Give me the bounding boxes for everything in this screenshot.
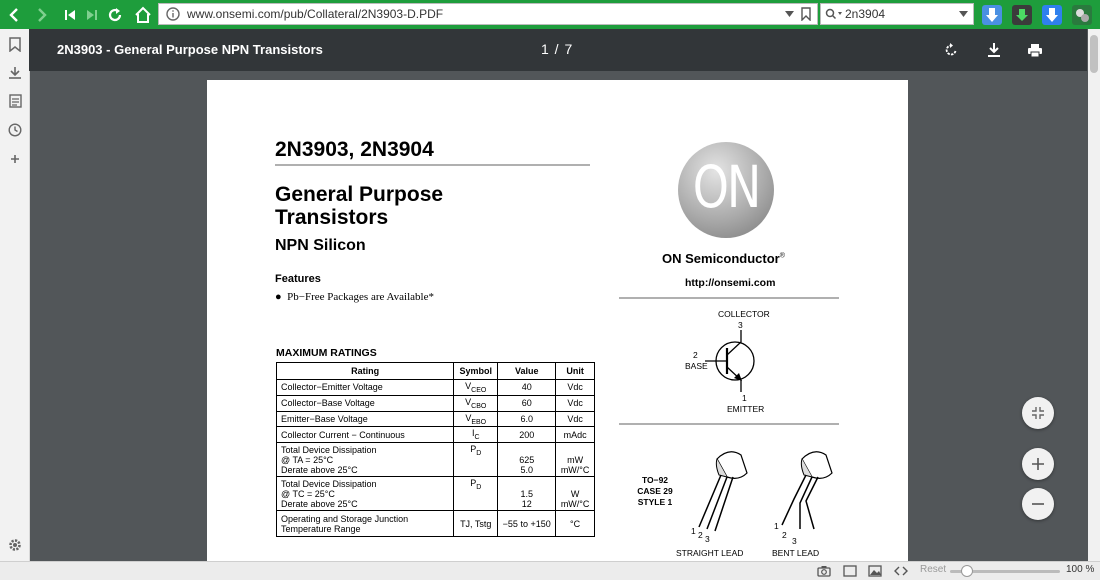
symbol-cell: $I_C$ (454, 427, 498, 443)
code-icon (894, 565, 908, 577)
unit-cell: W mW/°C (556, 477, 595, 511)
emitter-label: EMITTER (727, 404, 765, 414)
symbol-cell: $V_{CEO}$ (454, 380, 498, 396)
symbol-cell: $V_{EBO}$ (454, 411, 498, 427)
arrow-right-icon (35, 7, 49, 23)
download-helper-button[interactable] (1042, 5, 1062, 25)
unit-cell: Vdc (556, 380, 595, 396)
bookmark-icon (9, 37, 21, 52)
feature-item (275, 291, 434, 303)
unit-cell: °C (556, 511, 595, 537)
symbol-cell: TJ, Tstg (454, 511, 498, 537)
table-header: Rating (277, 363, 454, 380)
notes-panel-button[interactable] (7, 93, 23, 109)
table-row (277, 380, 595, 396)
url-text[interactable]: www.onsemi.com/pub/Collateral/2N3903-D.PDF (187, 7, 444, 21)
unit-cell: mW mW/°C (556, 443, 595, 477)
base-label: BASE (685, 361, 708, 371)
divider (619, 423, 839, 425)
rating-cell: Collector−Emitter Voltage (277, 380, 454, 396)
download-icon (987, 42, 1001, 58)
lead-number: 2 (698, 530, 703, 540)
features-heading: Features (275, 273, 321, 285)
divider (275, 164, 590, 166)
notes-icon (9, 94, 22, 108)
lead-number: 3 (792, 536, 797, 546)
collector-pin-number: 3 (738, 320, 743, 330)
value-cell: 1.5 12 (498, 477, 556, 511)
skip-forward-icon (86, 9, 98, 21)
download-arrow-icon (1012, 5, 1032, 25)
table-row (277, 395, 595, 411)
lead-number: 2 (782, 530, 787, 540)
table-row (277, 427, 595, 443)
extension-button[interactable] (1072, 5, 1092, 25)
document-title-line2: Transistors (275, 206, 389, 229)
camera-icon (817, 565, 831, 577)
npn-transistor-symbol (701, 328, 761, 394)
tile-button[interactable] (843, 564, 857, 578)
rating-cell: Emitter−Base Voltage (277, 411, 454, 427)
package-description: TO−92 CASE 29 STYLE 1 (637, 475, 673, 507)
download-button[interactable] (984, 40, 1004, 60)
value-cell: 6.0 (498, 411, 556, 427)
value-cell: 60 (498, 395, 556, 411)
browser-toolbar (0, 0, 1100, 29)
clock-icon (8, 123, 22, 137)
unit-cell: Vdc (556, 395, 595, 411)
bent-lead-label: BENT LEAD (772, 548, 820, 558)
collector-label: COLLECTOR (718, 309, 770, 319)
back-button[interactable] (4, 2, 24, 27)
reload-icon (106, 6, 124, 24)
screenshot-button[interactable] (817, 564, 831, 578)
unit-cell: Vdc (556, 411, 595, 427)
print-button[interactable] (1025, 40, 1045, 60)
address-bar[interactable] (158, 3, 818, 25)
download-icon (8, 66, 22, 80)
part-number-heading: 2N3903, 2N3904 (275, 138, 434, 161)
table-row (277, 411, 595, 427)
status-bar (0, 561, 1100, 580)
download-arrow-icon (982, 5, 1002, 25)
table-header: Symbol (454, 363, 498, 380)
rating-cell: Operating and Storage Junction Temperature Range (277, 511, 454, 537)
search-box[interactable] (820, 3, 974, 25)
lead-number: 1 (774, 521, 779, 531)
value-cell: 40 (498, 380, 556, 396)
plus-icon (1031, 457, 1045, 471)
collapse-icon (1031, 406, 1045, 420)
forward-button[interactable] (32, 2, 52, 27)
base-pin-number: 2 (693, 350, 698, 360)
emitter-pin-number: 1 (742, 393, 747, 403)
rewind-button[interactable] (62, 2, 78, 27)
window-icon (843, 565, 857, 577)
max-ratings-table (276, 362, 595, 537)
document-title-line1: General Purpose (275, 183, 444, 206)
image-icon (868, 565, 882, 577)
rotate-icon (943, 42, 959, 58)
table-row (277, 511, 595, 537)
downloads-panel-button[interactable] (7, 65, 23, 81)
symbol-cell: $P_D$ (454, 477, 498, 511)
ratings-heading: MAXIMUM RATINGS (276, 347, 377, 359)
document-title: 2N3903 - General Purpose NPN Transistors (57, 42, 323, 57)
table-row (277, 443, 595, 477)
add-panel-button[interactable] (7, 151, 23, 167)
download-arrow-icon (1042, 5, 1062, 25)
table-row (277, 477, 595, 511)
value-cell: 200 (498, 427, 556, 443)
home-button[interactable] (132, 2, 154, 27)
logo-text: ON (692, 153, 760, 221)
bookmark-icon[interactable] (801, 7, 811, 21)
table-header: Value (498, 363, 556, 380)
download-manager-button[interactable] (1012, 5, 1032, 25)
bookmarks-panel-button[interactable] (7, 36, 23, 52)
download-extension-button[interactable] (982, 5, 1002, 25)
zoom-in-button[interactable] (1022, 448, 1054, 480)
page-indicator[interactable]: 1 / 7 (541, 41, 574, 57)
search-icon (825, 8, 843, 20)
on-semiconductor-logo (678, 142, 774, 238)
skip-back-icon (64, 9, 76, 21)
lead-number: 1 (691, 526, 696, 536)
value-cell: −55 to +150 (498, 511, 556, 537)
to92-bent-lead-drawing (774, 445, 842, 533)
table-header: Unit (556, 363, 595, 380)
unit-cell: mAdc (556, 427, 595, 443)
page-actions-button[interactable] (894, 564, 908, 578)
document-subtitle: NPN Silicon (275, 237, 366, 254)
reload-button[interactable] (104, 2, 126, 27)
zoom-out-button[interactable] (1022, 488, 1054, 520)
bullet-icon: ● (275, 291, 288, 303)
value-cell: 625 5.0 (498, 443, 556, 477)
rating-cell: Total Device Dissipation @ TA = 25°C Derate above 25°C (277, 443, 454, 477)
plus-icon (10, 154, 20, 164)
company-website[interactable]: http://onsemi.com (685, 277, 776, 289)
arrow-left-icon (7, 7, 21, 23)
zoom-slider-handle[interactable] (961, 565, 973, 577)
minus-icon (1031, 497, 1045, 511)
zoom-level: 100 % (1066, 564, 1095, 575)
search-input[interactable]: 2n3904 (845, 7, 886, 21)
images-toggle-button[interactable] (868, 564, 882, 578)
history-panel-button[interactable] (7, 122, 23, 138)
rating-cell: Total Device Dissipation @ TC = 25°C Derate above 25°C (277, 477, 454, 511)
gear-icon (8, 538, 22, 552)
divider (619, 297, 839, 299)
pdf-page (207, 80, 908, 561)
company-name: ON Semiconductor® (662, 251, 785, 266)
rating-cell: Collector−Base Voltage (277, 395, 454, 411)
home-icon (134, 6, 152, 24)
rotate-button[interactable] (941, 40, 961, 60)
to92-straight-lead-drawing (689, 445, 757, 533)
feature-text: Pb−Free Packages are Available* (287, 291, 434, 303)
lead-number: 3 (705, 534, 710, 544)
chevron-down-icon[interactable] (959, 11, 968, 17)
printer-icon (1027, 43, 1043, 58)
symbol-cell: $V_{CBO}$ (454, 395, 498, 411)
info-icon (166, 7, 180, 21)
browser-sidebar (0, 29, 30, 561)
pdf-toolbar (29, 29, 1087, 71)
scrollbar-thumb[interactable] (1090, 35, 1098, 73)
settings-button[interactable] (7, 537, 23, 553)
vertical-scrollbar[interactable] (1088, 29, 1100, 561)
fit-to-page-button[interactable] (1022, 397, 1054, 429)
puzzle-icon (1072, 5, 1092, 25)
rating-cell: Collector Current − Continuous (277, 427, 454, 443)
zoom-reset-button[interactable]: Reset (920, 564, 947, 575)
straight-lead-label: STRAIGHT LEAD (676, 548, 744, 558)
chevron-down-icon[interactable] (785, 11, 794, 17)
symbol-cell: $P_D$ (454, 443, 498, 477)
fast-forward-button[interactable] (84, 2, 100, 27)
